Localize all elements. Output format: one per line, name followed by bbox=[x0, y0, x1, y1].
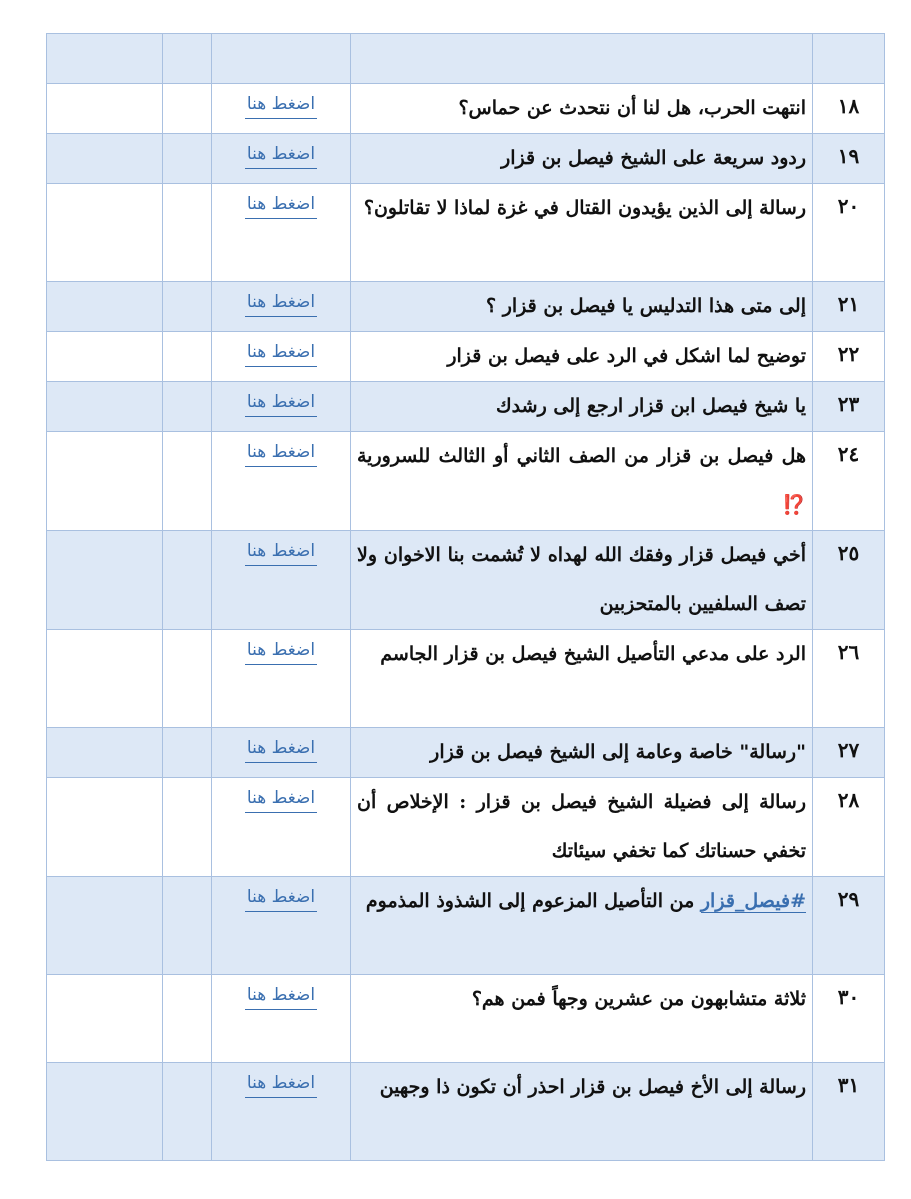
table-row bbox=[47, 84, 885, 134]
row-title: ثلاثة متشابهون من عشرين وجهاً فمن هم؟ bbox=[351, 975, 813, 1063]
row-title: ردود سريعة على الشيخ فيصل بن قزار bbox=[351, 134, 813, 184]
click-here-link[interactable]: اضغط هنا bbox=[245, 887, 317, 912]
table-row bbox=[47, 778, 885, 877]
click-here-link[interactable]: اضغط هنا bbox=[245, 94, 317, 119]
table-row bbox=[47, 134, 885, 184]
table-row bbox=[47, 1063, 885, 1161]
link-cell bbox=[212, 1063, 351, 1161]
hashtag-link[interactable]: #فيصل_قزار bbox=[700, 890, 806, 912]
row-number: ١٨ bbox=[813, 84, 885, 134]
table-row bbox=[47, 382, 885, 432]
link-cell bbox=[212, 332, 351, 382]
header-cell bbox=[212, 34, 351, 84]
empty-cell bbox=[47, 975, 163, 1063]
link-cell bbox=[212, 975, 351, 1063]
table-row bbox=[47, 432, 885, 531]
row-title: إلى متى هذا التدليس يا فيصل بن قزار ؟ bbox=[351, 282, 813, 332]
link-cell bbox=[212, 877, 351, 975]
click-here-link[interactable]: اضغط هنا bbox=[245, 788, 317, 813]
row-number: ٢٦ bbox=[813, 630, 885, 728]
row-number: ٢٤ bbox=[813, 432, 885, 531]
link-cell bbox=[212, 728, 351, 778]
empty-cell bbox=[47, 382, 163, 432]
empty-cell bbox=[163, 184, 212, 282]
empty-cell bbox=[47, 134, 163, 184]
empty-cell bbox=[47, 432, 163, 531]
click-here-link[interactable]: اضغط هنا bbox=[245, 392, 317, 417]
empty-cell bbox=[163, 432, 212, 531]
empty-cell bbox=[47, 84, 163, 134]
empty-cell bbox=[47, 332, 163, 382]
click-here-link[interactable]: اضغط هنا bbox=[245, 194, 317, 219]
link-cell bbox=[212, 630, 351, 728]
empty-cell bbox=[47, 728, 163, 778]
empty-cell bbox=[47, 630, 163, 728]
row-number: ٢٩ bbox=[813, 877, 885, 975]
empty-cell bbox=[163, 282, 212, 332]
table-row bbox=[47, 531, 885, 630]
empty-cell bbox=[47, 282, 163, 332]
click-here-link[interactable]: اضغط هنا bbox=[245, 738, 317, 763]
row-title: يا شيخ فيصل ابن قزار ارجع إلى رشدك bbox=[351, 382, 813, 432]
row-number: ٢٧ bbox=[813, 728, 885, 778]
empty-cell bbox=[47, 778, 163, 877]
empty-cell bbox=[163, 531, 212, 630]
header-cell bbox=[47, 34, 163, 84]
empty-cell bbox=[47, 531, 163, 630]
click-here-link[interactable]: اضغط هنا bbox=[245, 1073, 317, 1098]
table-row bbox=[47, 184, 885, 282]
table-row bbox=[47, 332, 885, 382]
table-row bbox=[47, 728, 885, 778]
link-cell bbox=[212, 778, 351, 877]
click-here-link[interactable]: اضغط هنا bbox=[245, 144, 317, 169]
link-cell bbox=[212, 531, 351, 630]
empty-cell bbox=[47, 877, 163, 975]
click-here-link[interactable]: اضغط هنا bbox=[245, 640, 317, 665]
row-title: رسالة إلى الأخ فيصل بن قزار احذر أن تكون ذا وجهين bbox=[351, 1063, 813, 1161]
row-title: توضيح لما اشكل في الرد على فيصل بن قزار bbox=[351, 332, 813, 382]
row-title: الرد على مدعي التأصيل الشيخ فيصل بن قزار الجاسم bbox=[351, 630, 813, 728]
link-cell bbox=[212, 382, 351, 432]
link-cell bbox=[212, 134, 351, 184]
empty-cell bbox=[163, 1063, 212, 1161]
row-title: رسالة إلى الذين يؤيدون القتال في غزة لماذا لا تقاتلون؟ bbox=[351, 184, 813, 282]
row-number: ٢١ bbox=[813, 282, 885, 332]
row-number: ٣٠ bbox=[813, 975, 885, 1063]
row-number: ١٩ bbox=[813, 134, 885, 184]
row-title: أخي فيصل قزار وفقك الله لهداه لا تُشمت بنا الاخوان ولا تصف السلفيين بالمتحزبين bbox=[351, 531, 813, 630]
row-number: ٢٥ bbox=[813, 531, 885, 630]
header-cell bbox=[813, 34, 885, 84]
exclamation-question-icon: ⁉️ bbox=[782, 494, 806, 516]
empty-cell bbox=[163, 134, 212, 184]
header-row bbox=[47, 34, 885, 84]
click-here-link[interactable]: اضغط هنا bbox=[245, 342, 317, 367]
link-cell bbox=[212, 184, 351, 282]
click-here-link[interactable]: اضغط هنا bbox=[245, 541, 317, 566]
header-cell bbox=[163, 34, 212, 84]
row-number: ٢٨ bbox=[813, 778, 885, 877]
row-number: ٢٠ bbox=[813, 184, 885, 282]
empty-cell bbox=[163, 877, 212, 975]
empty-cell bbox=[163, 84, 212, 134]
row-number: ٢٢ bbox=[813, 332, 885, 382]
empty-cell bbox=[163, 975, 212, 1063]
row-number: ٢٣ bbox=[813, 382, 885, 432]
row-title: هل فيصل بن قزار من الصف الثاني أو الثالث للسرورية ⁉️ bbox=[351, 432, 813, 531]
empty-cell bbox=[163, 332, 212, 382]
empty-cell bbox=[47, 184, 163, 282]
table-row bbox=[47, 975, 885, 1063]
link-cell bbox=[212, 282, 351, 332]
table-row bbox=[47, 282, 885, 332]
empty-cell bbox=[163, 778, 212, 877]
click-here-link[interactable]: اضغط هنا bbox=[245, 985, 317, 1010]
empty-cell bbox=[163, 382, 212, 432]
row-title: #فيصل_قزار من التأصيل المزعوم إلى الشذوذ المذموم bbox=[351, 877, 813, 975]
row-number: ٣١ bbox=[813, 1063, 885, 1161]
articles-table bbox=[46, 33, 885, 1161]
row-title: انتهت الحرب، هل لنا أن نتحدث عن حماس؟ bbox=[351, 84, 813, 134]
click-here-link[interactable]: اضغط هنا bbox=[245, 442, 317, 467]
header-cell bbox=[351, 34, 813, 84]
empty-cell bbox=[47, 1063, 163, 1161]
link-cell bbox=[212, 84, 351, 134]
table-row bbox=[47, 630, 885, 728]
row-title: "رسالة" خاصة وعامة إلى الشيخ فيصل بن قزار bbox=[351, 728, 813, 778]
empty-cell bbox=[163, 728, 212, 778]
empty-cell bbox=[163, 630, 212, 728]
row-title: رسالة إلى فضيلة الشيخ فيصل بن قزار : الإخلاص أن تخفي حسناتك كما تخفي سيئاتك bbox=[351, 778, 813, 877]
link-cell bbox=[212, 432, 351, 531]
click-here-link[interactable]: اضغط هنا bbox=[245, 292, 317, 317]
table-row bbox=[47, 877, 885, 975]
